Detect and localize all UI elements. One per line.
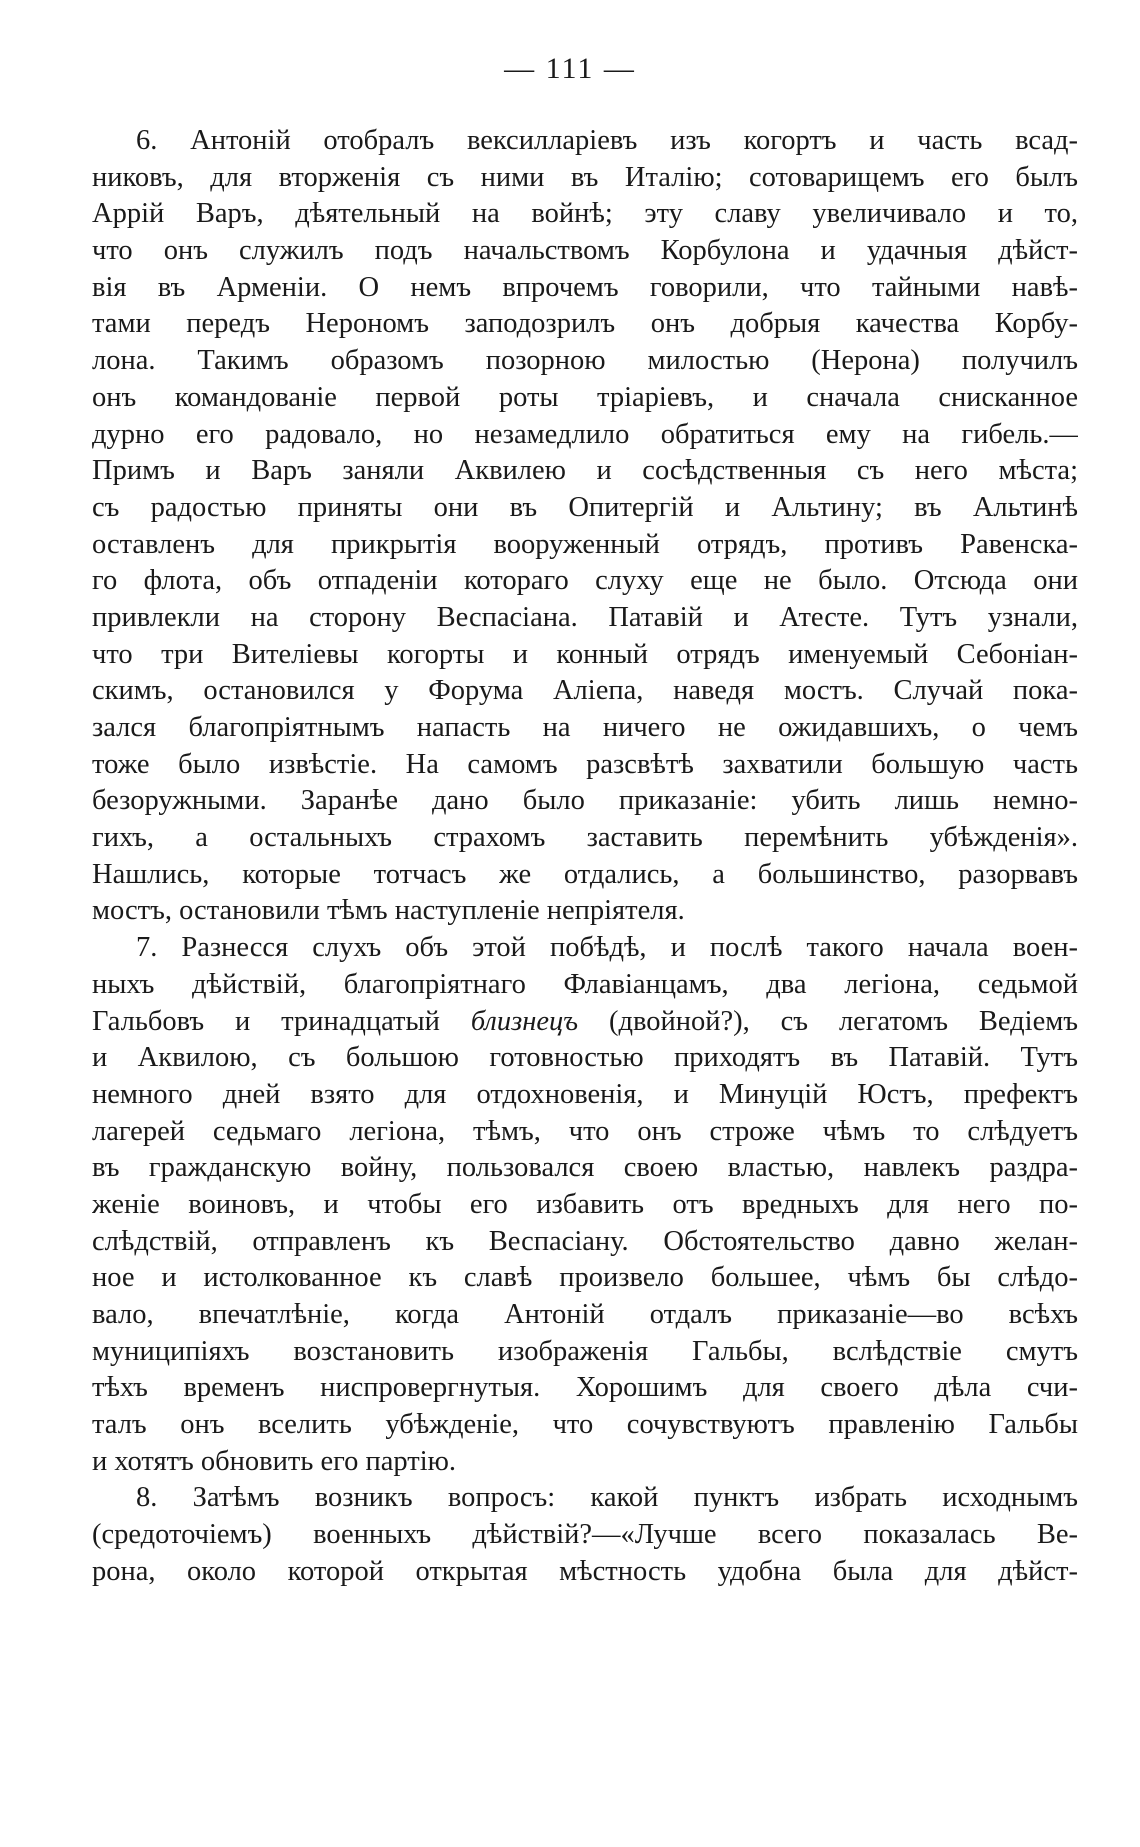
text-line: Примъ и Варъ заняли Аквилею и сосѣдственныя съ него мѣста; (92, 455, 1078, 487)
text-line: женіе воиновъ, и чтобы его избавить отъ вредныхъ для него по- (92, 1188, 1078, 1220)
text-line: оставленъ для прикрытія вооруженный отрядъ, противъ Равенска- (92, 528, 1078, 560)
text-line: лагерей седьмаго легіона, тѣмъ, что онъ строже чѣмъ то слѣдуетъ (92, 1115, 1078, 1147)
text-segment: (двойной?), съ легатомъ Ведіемъ (578, 1005, 1078, 1037)
text-line: и Аквилою, съ большою готовностью приходятъ въ Патавій. Тутъ (92, 1042, 1078, 1074)
paragraph-6 (92, 123, 1078, 930)
text-line: ныхъ дѣйствій, благопріятнаго Флавіанцамъ, два легіона, седьмой (92, 968, 1078, 1000)
text-line: слѣдствій, отправленъ къ Веспасіану. Обстоятельство давно желан- (92, 1225, 1078, 1257)
text-line: въ гражданскую войну, пользовался своею властью, навлекъ раздра- (92, 1152, 1078, 1184)
text-line: и хотятъ обновить его партію. (92, 1445, 457, 1477)
text-line: рона, около которой открытая мѣстность удобна была для дѣйст- (92, 1555, 1078, 1587)
text-line: вало, впечатлѣніе, когда Антоній отдалъ приказаніе—во всѣхъ (92, 1299, 1078, 1330)
text-line: Аррій Варъ, дѣятельный на войнѣ; эту славу увеличивало и то, (92, 198, 1078, 230)
text-line: привлекли на сторону Веспасіана. Патавій и Атесте. Тутъ узнали, (92, 601, 1078, 633)
text-line: ное и истолкованное къ славѣ произвело большее, чѣмъ бы слѣдо- (92, 1262, 1078, 1294)
paragraph-7 (92, 930, 1078, 1480)
text-line: 7. Разнесся слухъ объ этой побѣдѣ, и послѣ такого начала воен- (136, 932, 1078, 964)
text-line: тѣхъ временъ ниспровергнутыя. Хорошимъ для своего дѣла счи- (92, 1372, 1078, 1404)
text-line: гихъ, а остальныхъ страхомъ заставить перемѣнить убѣжденія». (92, 822, 1078, 854)
text-line: муниципіяхъ возстановить изображенія Гальбы, вслѣдствіе смутъ (92, 1335, 1078, 1367)
text-line: никовъ, для вторженія съ ними въ Италію; сотоварищемъ его былъ (92, 161, 1078, 193)
text-line: го флота, объ отпаденіи котораго слуху еще не было. Отсюда они (92, 565, 1078, 597)
text-line: зался благопріятнымъ напасть на ничего не ожидавшихъ, о чемъ (92, 712, 1078, 743)
text-line: 6. Антоній отобралъ вексилларіевъ изъ когортъ и часть всад- (136, 125, 1078, 156)
text-line: Нашлись, которые тотчасъ же отдались, а большинство, разорвавъ (92, 858, 1078, 890)
text-line-with-italic (92, 1004, 1078, 1041)
text-line: безоружными. Заранѣе дано было приказаніе: убить лишь немно- (92, 785, 1078, 817)
text-line: 8. Затѣмъ возникъ вопросъ: какой пунктъ избрать исходнымъ (136, 1482, 1078, 1514)
text-line: (средоточіемъ) военныхъ дѣйствій?—«Лучше всего показалась Ве- (92, 1519, 1078, 1551)
text-line: съ радостью приняты они въ Опитергій и Альтину; въ Альтинѣ (92, 491, 1078, 523)
text-line: мостъ, остановили тѣмъ наступленіе непріятеля. (92, 895, 685, 927)
text-line: вія въ Арменіи. О немъ впрочемъ говорили, что тайными навѣ- (92, 271, 1078, 303)
text-line: что онъ служилъ подъ начальствомъ Корбулона и удачныя дѣйст- (92, 235, 1078, 267)
text-line: дурно его радовало, но незамедлило обратиться ему на гибель.— (92, 418, 1078, 450)
text-line: что три Вителіевы когорты и конный отрядъ именуемый Себоніан- (92, 638, 1078, 670)
page-number: — 111 — (504, 52, 636, 85)
text-segment: Гальбовъ и тринадцатый (92, 1005, 471, 1037)
text-line: талъ онъ вселить убѣжденіе, что сочувствуютъ правленію Гальбы (92, 1409, 1078, 1441)
paragraph-8 (92, 1480, 1078, 1590)
text-line: онъ командованіе первой роты тріаріевъ, и сначала снисканное (92, 381, 1078, 413)
body-text (92, 123, 1078, 1591)
text-line: скимъ, остановился у Форума Аліепа, наведя мостъ. Случай пока- (92, 675, 1078, 707)
text-line: тоже было извѣстіе. На самомъ разсвѣтѣ захватили большую часть (92, 748, 1078, 780)
italic-word: близнецъ (470, 1005, 579, 1037)
text-line: тами передъ Нерономъ заподозрилъ онъ добрыя качества Корбу- (92, 308, 1078, 340)
text-line: лона. Такимъ образомъ позорною милостью (Нерона) получилъ (92, 345, 1078, 377)
text-line: немного дней взято для отдохновенія, и Минуцій Юстъ, префектъ (92, 1078, 1078, 1110)
